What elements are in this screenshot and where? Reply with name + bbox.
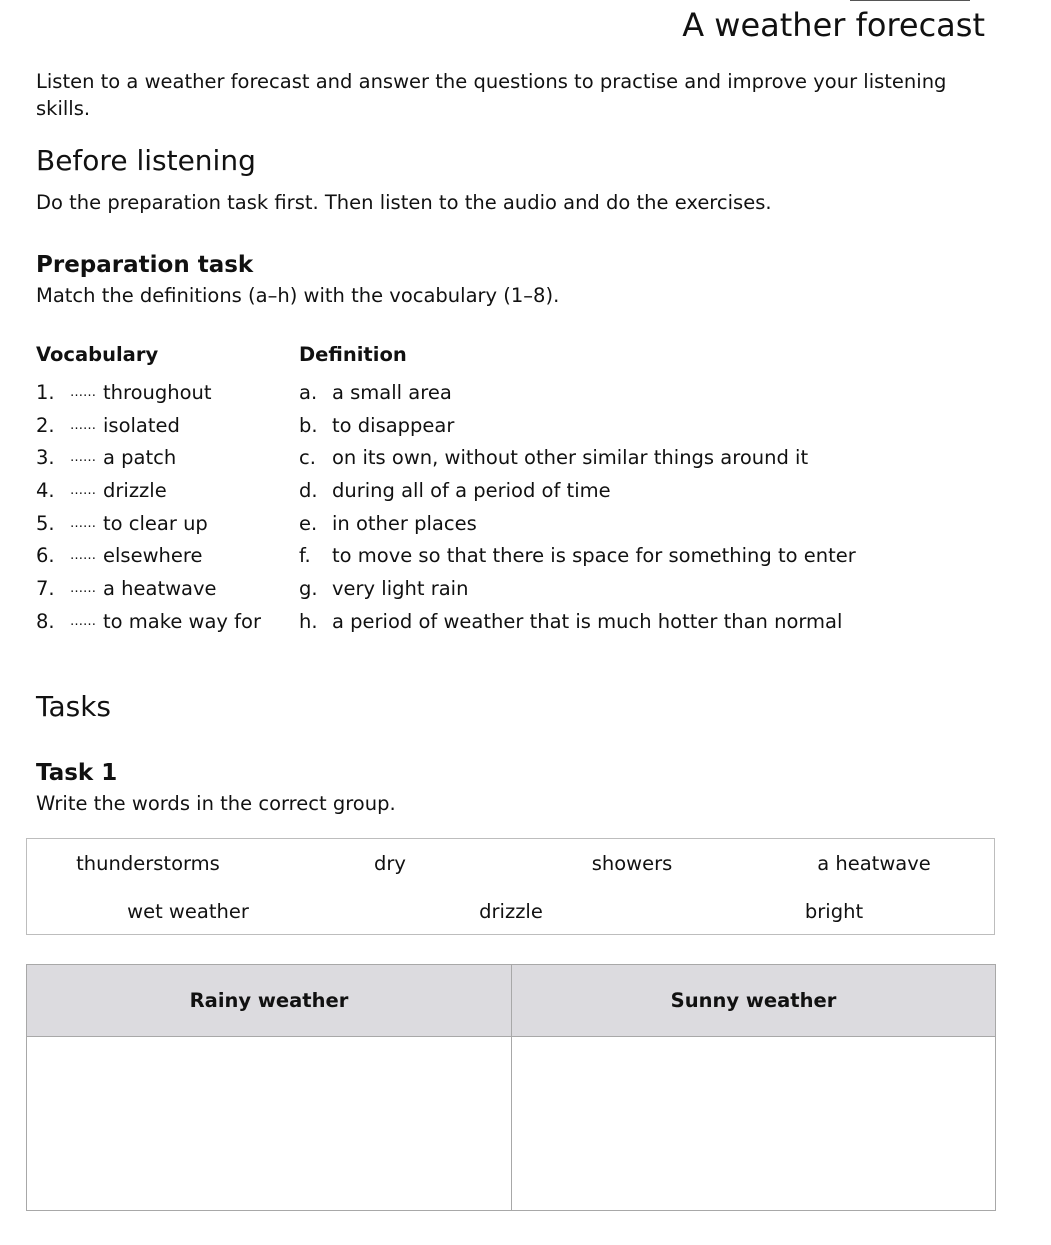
definition-text: on its own, without other similar things around it: [332, 446, 809, 469]
definition-text: during all of a period of time: [332, 479, 611, 502]
preparation-instruction: Match the definitions (a–h) with the vocabulary (1–8).: [36, 284, 560, 307]
definition-letter: a.: [299, 381, 318, 404]
answer-blank: ……: [70, 418, 96, 433]
vocab-word: isolated: [103, 414, 180, 437]
answer-blank: ……: [70, 385, 96, 400]
vocab-word: a patch: [103, 446, 177, 469]
word-bank-item: wet weather: [127, 900, 249, 923]
item-number: 2.: [36, 414, 55, 437]
word-bank: [26, 838, 995, 935]
definition-text: very light rain: [332, 577, 469, 600]
definition-text: to disappear: [332, 414, 455, 437]
answer-blank: ……: [70, 614, 96, 629]
sorting-table: [26, 964, 996, 1211]
task1-instruction: Write the words in the correct group.: [36, 792, 396, 815]
list-item: [36, 544, 996, 576]
list-item: [36, 610, 996, 642]
answer-blank: ……: [70, 548, 96, 563]
definition-letter: e.: [299, 512, 318, 535]
task1-heading: Task 1: [36, 760, 118, 786]
item-number: 1.: [36, 381, 55, 404]
item-number: 7.: [36, 577, 55, 600]
item-number: 3.: [36, 446, 55, 469]
definition-letter: d.: [299, 479, 318, 502]
definition-text: in other places: [332, 512, 477, 535]
definition-letter: h.: [299, 610, 318, 633]
sunny-weather-answer-cell[interactable]: [512, 1037, 995, 1210]
answer-blank: ……: [70, 581, 96, 596]
definition-letter: g.: [299, 577, 318, 600]
list-item: [36, 446, 996, 478]
sunny-weather-header: Sunny weather: [512, 965, 995, 1037]
rainy-weather-answer-cell[interactable]: [27, 1037, 511, 1210]
answer-blank: ……: [70, 450, 96, 465]
answer-blank: ……: [70, 483, 96, 498]
list-item: [36, 577, 996, 609]
item-number: 5.: [36, 512, 55, 535]
before-listening-text: Do the preparation task first. Then listen to the audio and do the exercises.: [36, 191, 772, 214]
vocab-word: drizzle: [103, 479, 167, 502]
tasks-heading: Tasks: [36, 690, 112, 723]
definition-header: Definition: [299, 343, 407, 366]
definition-letter: f.: [299, 544, 311, 567]
list-item: [36, 381, 996, 413]
item-number: 6.: [36, 544, 55, 567]
item-number: 8.: [36, 610, 55, 633]
list-item: [36, 479, 996, 511]
vocab-word: to make way for: [103, 610, 261, 633]
word-bank-item: drizzle: [479, 900, 543, 923]
definition-letter: c.: [299, 446, 316, 469]
before-listening-heading: Before listening: [36, 144, 256, 177]
page-title: A weather forecast: [682, 6, 985, 44]
rainy-weather-header: Rainy weather: [27, 965, 511, 1037]
definition-text: a period of weather that is much hotter than normal: [332, 610, 843, 633]
item-number: 4.: [36, 479, 55, 502]
word-bank-item: dry: [374, 852, 406, 875]
vocab-word: to clear up: [103, 512, 208, 535]
vocabulary-header: Vocabulary: [36, 343, 159, 366]
word-bank-item: a heatwave: [817, 852, 931, 875]
top-rule: [850, 0, 970, 1]
definition-text: to move so that there is space for something to enter: [332, 544, 856, 567]
vocab-word: elsewhere: [103, 544, 203, 567]
word-bank-item: thunderstorms: [76, 852, 220, 875]
definition-text: a small area: [332, 381, 452, 404]
column-divider: [511, 965, 512, 1210]
definition-letter: b.: [299, 414, 318, 437]
vocab-word: throughout: [103, 381, 212, 404]
word-bank-item: bright: [804, 900, 864, 923]
intro-text: Listen to a weather forecast and answer the questions to practise and improve your listening skills.: [36, 70, 947, 120]
answer-blank: ……: [70, 516, 96, 531]
list-item: [36, 414, 996, 446]
word-bank-item: showers: [591, 852, 673, 875]
list-item: [36, 512, 996, 544]
vocab-word: a heatwave: [103, 577, 217, 600]
preparation-heading: Preparation task: [36, 252, 254, 278]
